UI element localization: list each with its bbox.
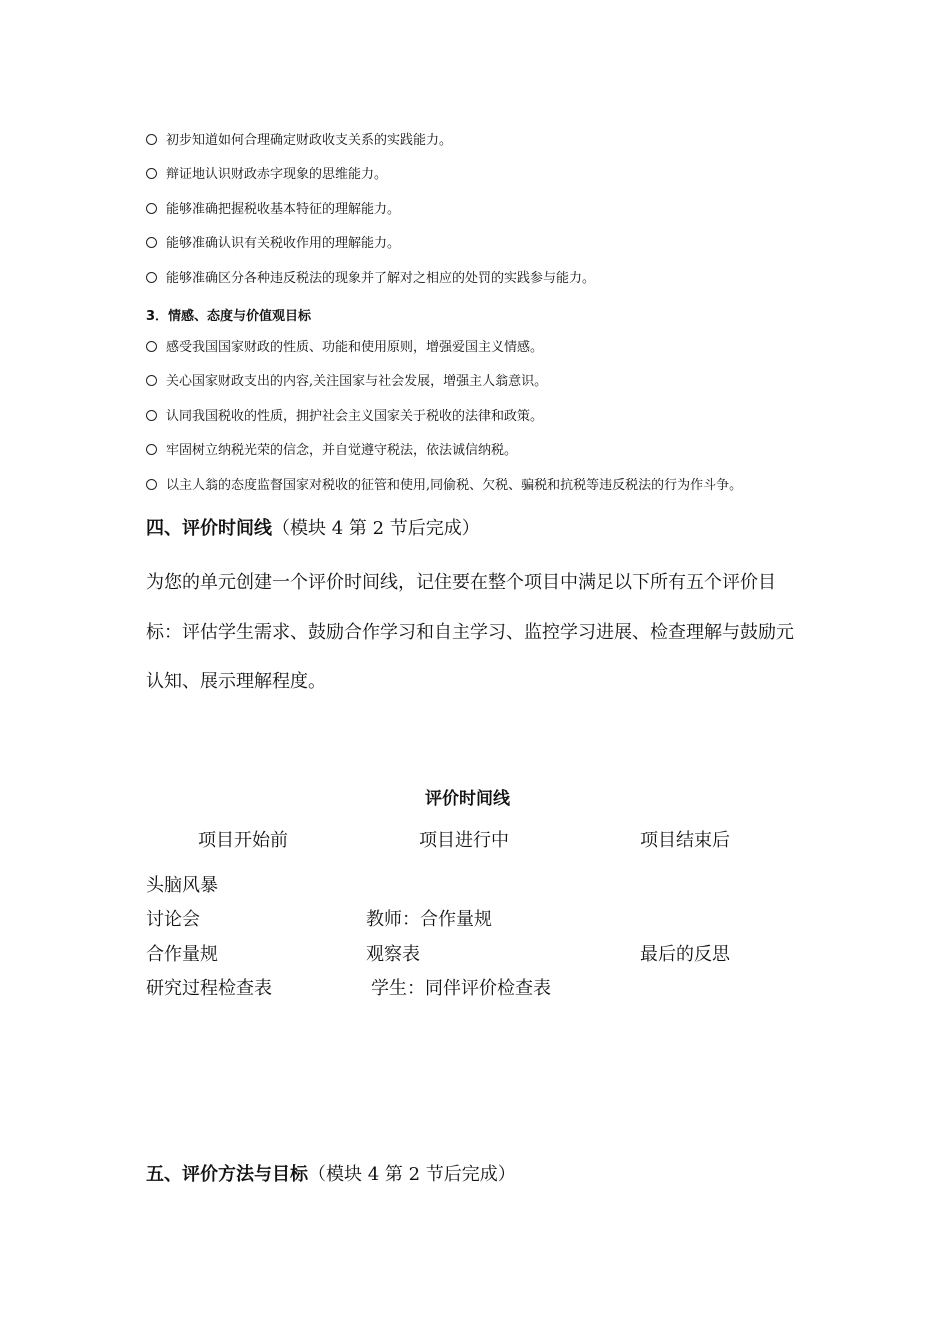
list-item-text: 以主人翁的态度监督国家对税收的征管和使用,同偷税、欠税、骗税和抗税等违反税法的行为作斗争。 [166,478,743,493]
section-heading-note: （模块 4 第 2 节后完成） [272,518,480,539]
circle-bullet-icon [146,375,157,386]
list-item-text: 认同我国税收的性质，拥护社会主义国家关于税收的法律和政策。 [166,409,544,424]
section-heading-5 [146,1160,516,1186]
circle-bullet-icon [146,479,157,490]
timeline-during-item: 观察表 [366,944,420,965]
timeline-during-item: 学生：同伴评价检查表 [371,978,551,999]
section-heading-note: （模块 4 第 2 节后完成） [308,1164,516,1185]
timeline-during-item: 教师：合作量规 [366,909,492,930]
circle-bullet-icon [146,272,157,283]
list-item-text: 关心国家财政支出的内容,关注国家与社会发展，增强主人翁意识。 [166,374,548,389]
list-item [146,202,400,218]
paragraph-line: 为您的单元创建一个评价时间线，记住要在整个项目中满足以下所有五个评价目 [146,572,776,593]
list-item-text: 牢固树立纳税光荣的信念，并自觉遵守税法，依法诚信纳税。 [166,443,518,458]
circle-bullet-icon [146,203,157,214]
section-heading-4 [146,514,480,540]
list-item [146,374,547,390]
list-item-text: 能够准确区分各种违反税法的现象并了解对之相应的处罚的实践参与能力。 [166,271,596,286]
list-item [146,133,452,149]
circle-bullet-icon [146,168,157,179]
circle-bullet-icon [146,237,157,248]
list-item-text: 初步知道如何合理确定财政收支关系的实践能力。 [166,133,453,148]
section-heading-text: 五、评价方法与目标 [146,1164,308,1185]
list-item [146,478,742,494]
list-item-text: 辩证地认识财政赤字现象的思维能力。 [166,167,388,182]
circle-bullet-icon [146,444,157,455]
subheading-emotion-objectives: 3．情感、态度与价值观目标 [146,309,312,324]
timeline-before-item: 讨论会 [146,909,200,930]
list-item [146,236,400,252]
section-heading-text: 四、评价时间线 [146,518,272,539]
timeline-column-after: 项目结束后 [640,830,730,851]
list-item-text: 能够准确认识有关税收作用的理解能力。 [166,236,401,251]
timeline-column-before: 项目开始前 [198,830,288,851]
list-item [146,340,543,356]
timeline-before-item: 头脑风暴 [146,875,218,896]
paragraph-line: 标：评估学生需求、鼓励合作学习和自主学习、监控学习进展、检查理解与鼓励元 [146,622,794,643]
list-item [146,443,517,459]
list-item-text: 感受我国国家财政的性质、功能和使用原则，增强爱国主义情感。 [166,340,544,355]
list-item [146,409,543,425]
timeline-after-item: 最后的反思 [640,944,730,965]
circle-bullet-icon [146,134,157,145]
list-item-text: 能够准确把握税收基本特征的理解能力。 [166,202,401,217]
list-item [146,167,387,183]
timeline-column-during: 项目进行中 [419,830,509,851]
list-item [146,271,595,287]
timeline-before-item: 合作量规 [146,944,218,965]
circle-bullet-icon [146,410,157,421]
paragraph-line: 认知、展示理解程度。 [146,671,326,692]
circle-bullet-icon [146,341,157,352]
timeline-title: 评价时间线 [425,789,510,809]
timeline-before-item: 研究过程检查表 [146,978,272,999]
